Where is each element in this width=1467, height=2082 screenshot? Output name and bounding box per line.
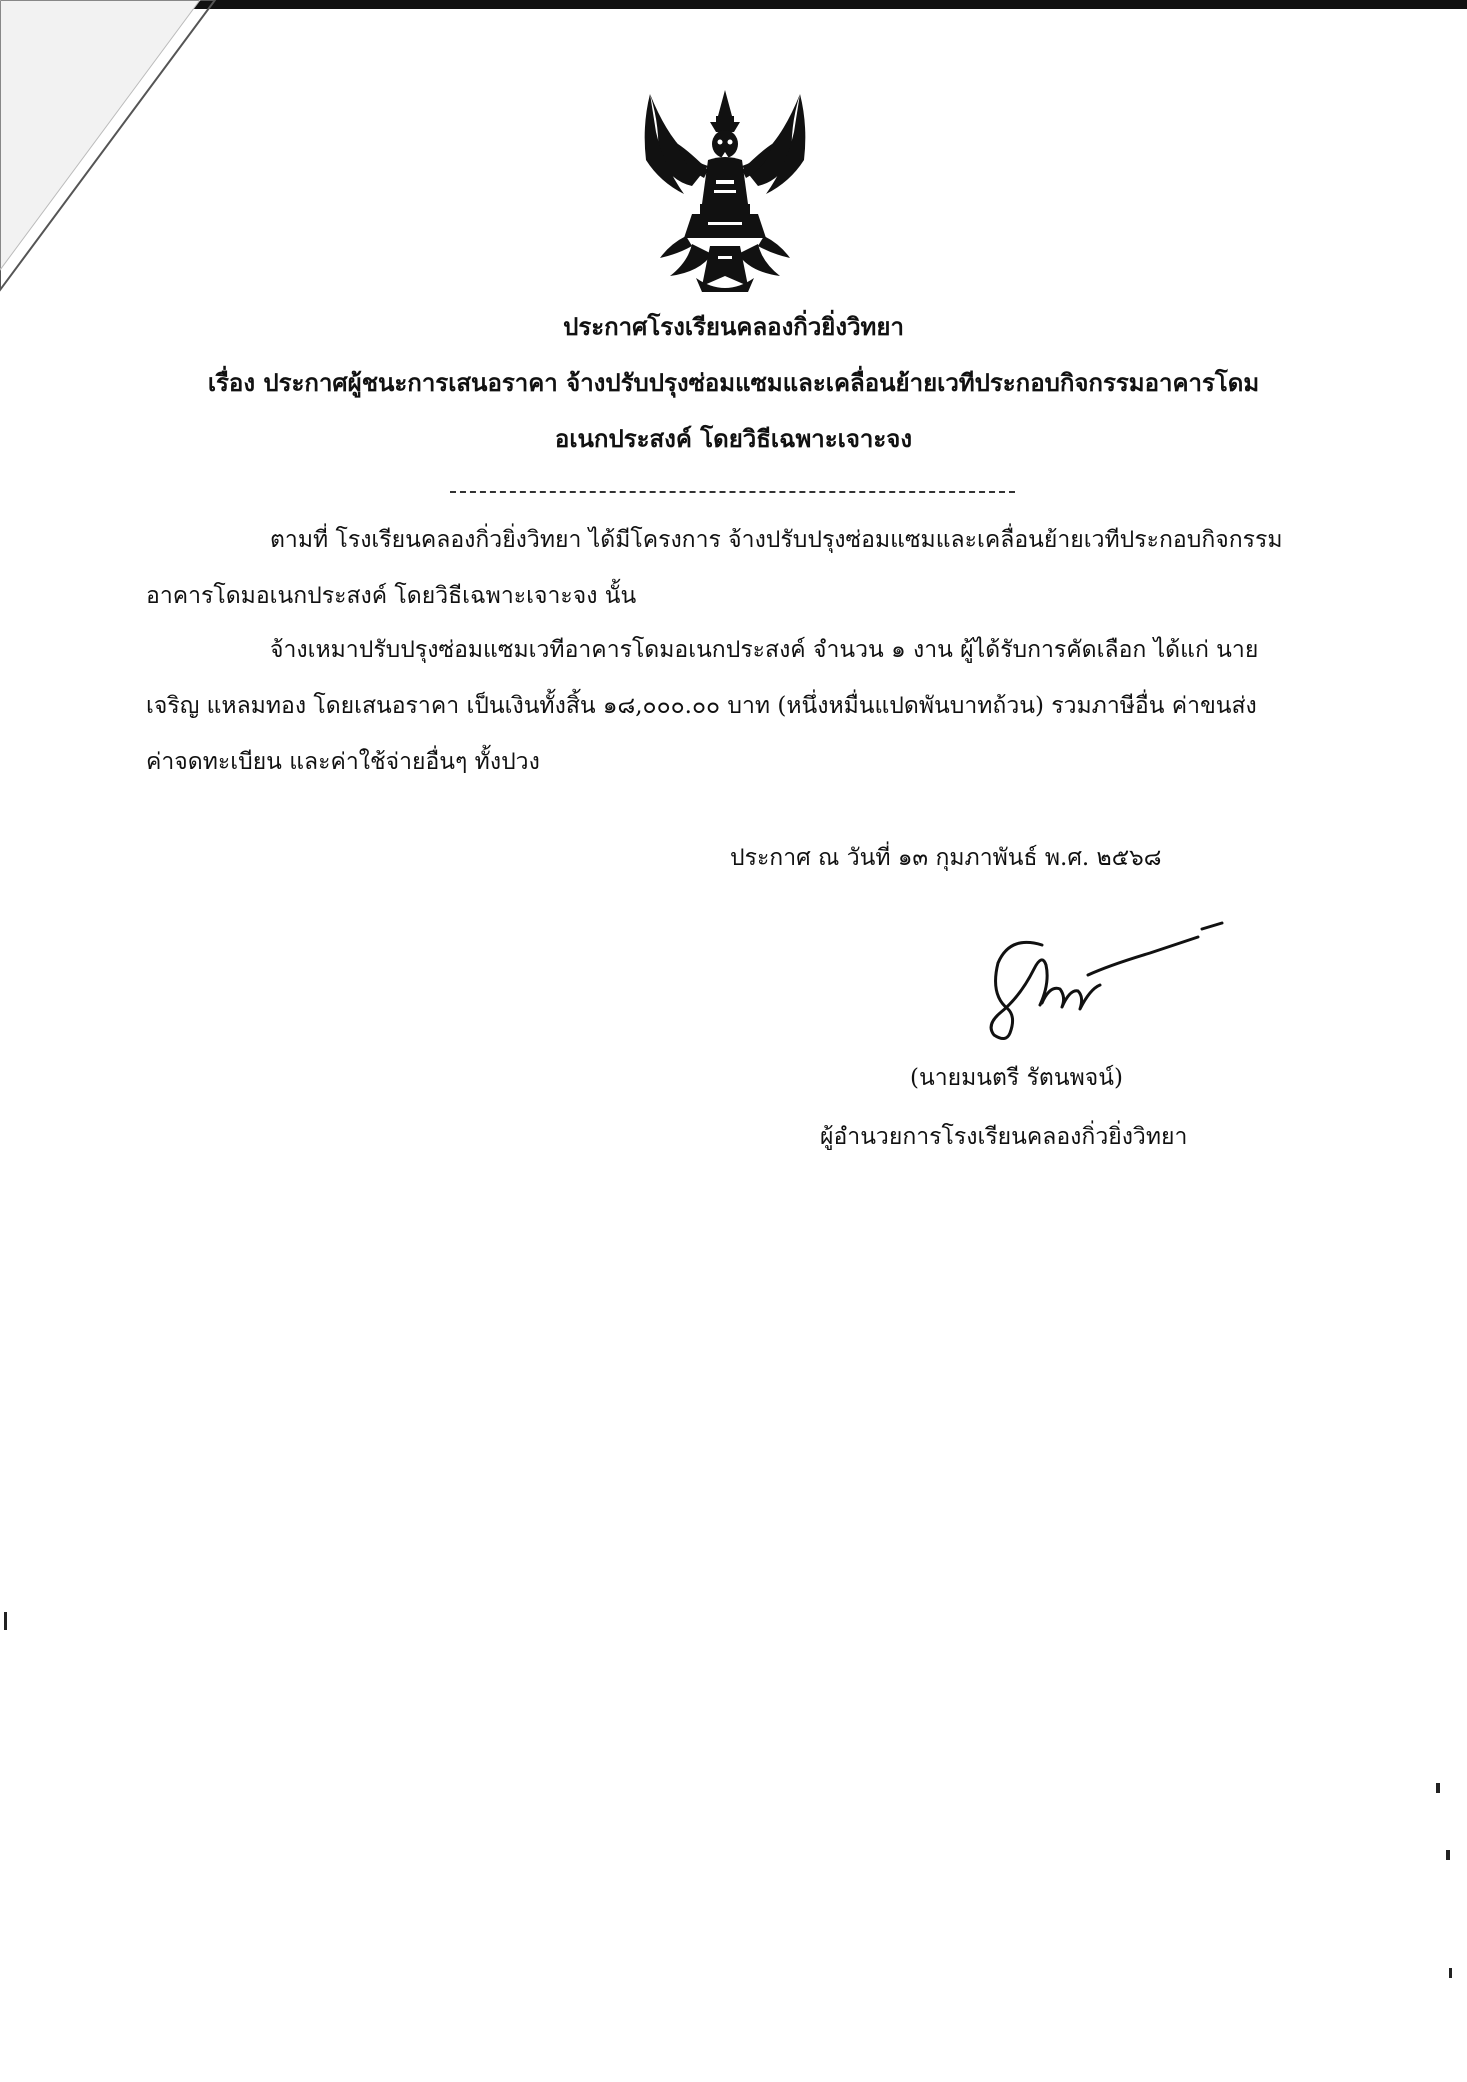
document-subject-line-2: อเนกประสงค์ โดยวิธีเฉพาะเจาะจง bbox=[554, 424, 913, 453]
announcement-date: ประกาศ ณ วันที่ ๑๓ กุมภาพันธ์ พ.ศ. ๒๕๖๘ bbox=[730, 845, 1162, 871]
handwritten-signature bbox=[950, 905, 1240, 1055]
signatory-position: ผู้อำนวยการโรงเรียนคลองกิ่วยิ่งวิทยา bbox=[820, 1124, 1188, 1150]
paragraph-2-line-2: เจริญ แหลมทอง โดยเสนอราคา เป็นเงินทั้งสิ้น ๑๘,๐๐๐.๐๐ บาท (หนึ่งหมื่นแปดพันบาทถ้วน) รวมภาษีอื่น ค่าขนส่ง bbox=[146, 693, 1257, 719]
scan-edge-mark bbox=[1436, 1783, 1440, 1793]
scan-edge-mark bbox=[1449, 1968, 1452, 1978]
scan-edge-mark bbox=[1446, 1850, 1450, 1860]
folded-corner bbox=[0, 0, 240, 300]
paragraph-1-line-2: อาคารโดมอเนกประสงค์ โดยวิธีเฉพาะเจาะจง นั้น bbox=[146, 583, 637, 609]
document-subject-line-1: เรื่อง ประกาศผู้ชนะการเสนอราคา จ้างปรับปรุงซ่อมแซมและเคลื่อนย้ายเวทีประกอบกิจกรรมอาคารโดม bbox=[207, 368, 1260, 397]
header-divider bbox=[450, 491, 1015, 493]
scan-edge-mark bbox=[4, 1612, 7, 1630]
paragraph-1-line-1: ตามที่ โรงเรียนคลองกิ่วยิ่งวิทยา ได้มีโครงการ จ้างปรับปรุงซ่อมแซมและเคลื่อนย้ายเวทีประกอบกิจกรรม bbox=[270, 527, 1283, 553]
garuda-emblem-icon bbox=[630, 86, 820, 296]
paragraph-2-line-3: ค่าจดทะเบียน และค่าใช้จ่ายอื่นๆ ทั้งปวง bbox=[146, 749, 540, 775]
paragraph-2-line-1: จ้างเหมาปรับปรุงซ่อมแซมเวทีอาคารโดมอเนกประสงค์ จำนวน ๑ งาน ผู้ได้รับการคัดเลือก ได้แก่ นาย bbox=[270, 637, 1259, 663]
signatory-name: (นายมนตรี รัตนพจน์) bbox=[910, 1065, 1123, 1091]
document-title: ประกาศโรงเรียนคลองกิ่วยิ่งวิทยา bbox=[563, 312, 904, 341]
